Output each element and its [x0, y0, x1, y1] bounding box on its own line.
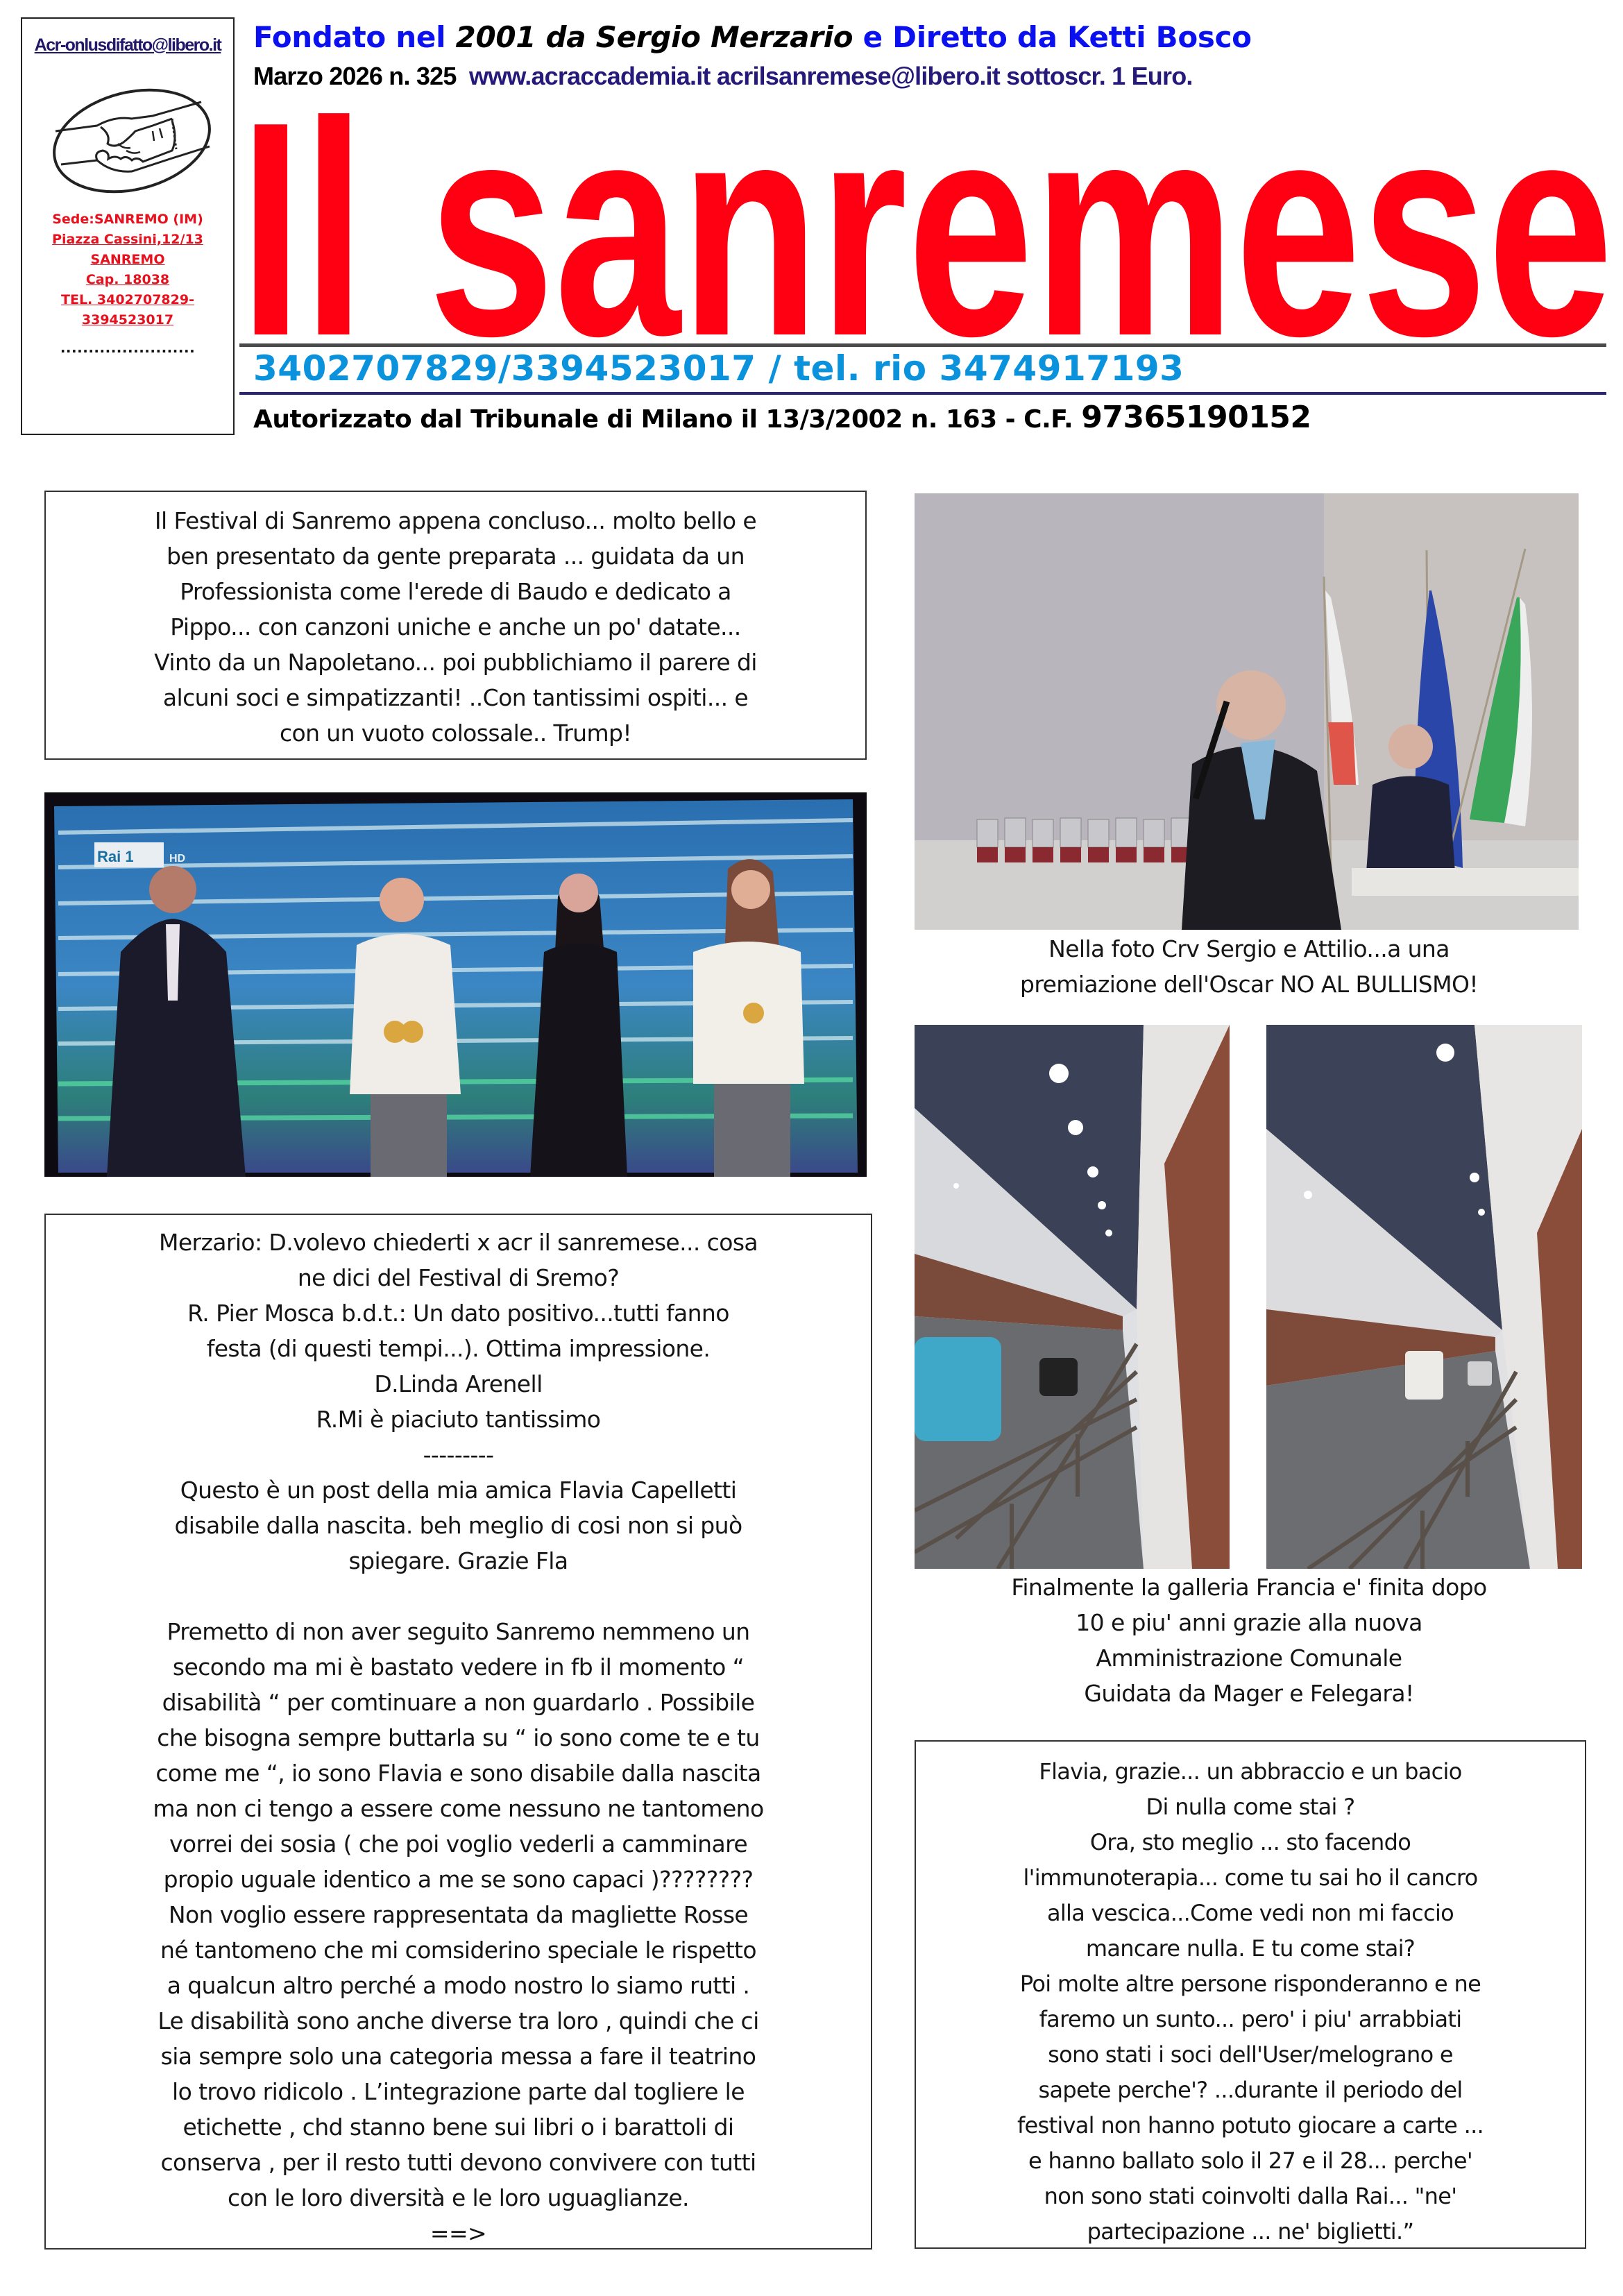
interview-line: ne dici del Festival di Sremo?	[297, 1264, 620, 1291]
caption-line: premiazione dell'Oscar NO AL BULLISMO!	[1020, 971, 1478, 998]
flavia-line: sapete perche'? ...durante il periodo del	[1038, 2077, 1463, 2103]
interview-line: disabile dalla nascita. beh meglio di cosi non si può	[174, 1512, 742, 1539]
header-rule-top	[239, 343, 1606, 347]
sidebar-address	[22, 210, 233, 330]
flavia-line: mancare nulla. E tu come stai?	[1085, 1935, 1416, 1962]
flavia-text	[921, 1754, 1579, 2250]
sidebar-dotted-separator: ........................	[60, 339, 196, 356]
flavia-line: alla vescica...Come vedi non mi faccio	[1046, 1900, 1454, 1926]
interview-line: Non voglio essere rappresentata da magliette Rosse	[168, 1901, 749, 1928]
interview-line: Le disabilità sono anche diverse tra loro , quindi che ci	[158, 2007, 759, 2034]
interview-text	[51, 1225, 865, 2251]
caption-line: Nella foto Crv Sergio e Attilio...a una	[1048, 935, 1450, 962]
intro-line: Pippo... con canzoni uniche e anche un po' datate...	[170, 613, 741, 640]
flavia-line: e hanno ballato solo il 27 e il 28... perche'	[1028, 2148, 1472, 2174]
interview-line: R.Mi è piaciuto tantissimo	[316, 1406, 601, 1433]
sidebar-email-link[interactable]: Acr-onlusdifatto@libero.it	[34, 35, 221, 55]
authorization-line	[253, 400, 1613, 438]
flavia-line: sono stati i soci dell'User/melograno e	[1048, 2041, 1453, 2068]
interview-article-box	[44, 1214, 872, 2250]
interview-line: come me “, io sono Flavia e sono disabile dalla nascita	[155, 1760, 761, 1787]
authorization-text: Autorizzato dal Tribunale di Milano il 13/3/2002 n. 163 - C.F.	[253, 405, 1082, 434]
address-phone[interactable]: TEL. 3402707829-	[61, 292, 194, 307]
channel-logo: Rai 1	[97, 848, 134, 865]
intro-line: con un vuoto colossale.. Trump!	[279, 720, 632, 747]
interview-line: con le loro diversità e le loro uguaglianze.	[228, 2184, 689, 2211]
interview-line: spiegare. Grazie Fla	[348, 1547, 568, 1574]
flavia-line: Poi molte altre persone risponderanno e ne	[1019, 1971, 1481, 1997]
flavia-line: faremo un sunto... pero' i piu' arrabbiati	[1039, 2006, 1462, 2032]
tunnel-scene-left	[915, 1025, 1230, 1569]
interview-line: secondo ma mi è bastato vedere in fb il momento “	[172, 1653, 745, 1681]
caption-line: Guidata da Mager e Felegara!	[1084, 1680, 1414, 1707]
interview-line: R. Pier Mosca b.d.t.: Un dato positivo...tutti fanno	[187, 1300, 729, 1327]
issue-links[interactable]: www.acraccademia.it acrilsanremese@libero.it sottoscr. 1 Euro.	[468, 62, 1193, 90]
tunnel-photo-caption	[902, 1570, 1596, 1711]
flavia-article-box	[915, 1740, 1586, 2249]
interview-line: né tantomeno che mi comsiderino speciale le rispetto	[160, 1937, 756, 1964]
founded-prefix: Fondato nel	[253, 20, 456, 54]
interview-line: vorrei dei sosia ( che poi voglio vederli a camminare	[169, 1830, 748, 1857]
continue-arrow[interactable]: ==>	[430, 2220, 487, 2247]
phone-numbers[interactable]: 3402707829/3394523017 / tel. rio 3474917193	[253, 348, 1184, 389]
caption-line: Amministrazione Comunale	[1096, 1644, 1402, 1672]
event-scene	[915, 493, 1579, 930]
interview-line: sia sempre solo una categoria messa a fare il teatrino	[160, 2043, 756, 2070]
interview-line: disabilità “ per comtinuare a non guardarlo . Possibile	[162, 1689, 755, 1716]
address-seat: Sede:SANREMO (IM)	[52, 212, 203, 227]
masthead-title-text: Il sanremese	[239, 97, 1613, 340]
interview-line: festa (di questi tempi...). Ottima impressione.	[206, 1335, 711, 1362]
flavia-line: festival non hanno potuto giocare a carte ...	[1017, 2112, 1484, 2138]
address-city[interactable]: SANREMO	[90, 252, 165, 267]
tunnel-photo-left	[915, 1025, 1230, 1569]
header-rule-bottom	[239, 392, 1606, 395]
intro-line: Vinto da un Napoletano... poi pubblichiamo il parere di	[154, 649, 757, 676]
interview-separator: ---------	[423, 1441, 494, 1468]
interview-line: propio uguale identico a me se sono capaci )????????	[163, 1866, 754, 1893]
flavia-line: partecipazione ... ne' biglietti.”	[1087, 2218, 1414, 2245]
address-postcode[interactable]: Cap. 18038	[85, 272, 170, 287]
award-ceremony-photo	[915, 493, 1579, 930]
handshake-logo-icon	[49, 83, 215, 199]
interview-line: Merzario: D.volevo chiederti x acr il sanremese... cosa	[158, 1229, 758, 1256]
intro-text	[51, 503, 860, 751]
channel-hd: HD	[169, 853, 186, 865]
interview-line: a qualcun altro perché a modo nostro lo siamo rutti .	[167, 1972, 750, 1999]
tunnel-scene-right	[1266, 1025, 1582, 1569]
fiscal-code: 97365190152	[1081, 400, 1311, 435]
tv-scene	[44, 792, 867, 1177]
masthead-title	[239, 97, 1617, 340]
interview-line: D.Linda Arenell	[374, 1370, 543, 1397]
caption-line: 10 e piu' anni grazie alla nuova	[1076, 1609, 1422, 1636]
intro-line: alcuni soci e simpatizzanti! ..Con tantissimi ospiti... e	[162, 684, 749, 711]
interview-line: Questo è un post della mia amica Flavia Capelletti	[180, 1477, 737, 1504]
flavia-line: Di nulla come stai ?	[1146, 1794, 1355, 1820]
tunnel-photo-right	[1266, 1025, 1582, 1569]
sidebar-info-box	[21, 17, 235, 435]
tv-broadcast-photo	[44, 792, 867, 1177]
interview-line: etichette , chd stanno bene sui libri o i barattoli di	[182, 2114, 734, 2141]
intro-article-box	[44, 491, 867, 760]
founded-founder: 2001 da Sergio Merzario	[455, 20, 853, 54]
event-photo-caption	[902, 931, 1596, 1002]
interview-line: lo trovo ridicolo . L’integrazione parte dal togliere le	[172, 2078, 745, 2105]
flavia-line: Ora, sto meglio ... sto facendo	[1089, 1829, 1411, 1855]
address-phone-2[interactable]: 3394523017	[81, 312, 174, 328]
flavia-line: Flavia, grazie... un abbraccio e un bacio	[1039, 1758, 1462, 1785]
interview-line: che bisogna sempre buttarla su “ io sono come te e tu	[157, 1724, 760, 1751]
issue-line	[253, 61, 1613, 92]
interview-blank-line	[51, 1579, 865, 1614]
intro-line: Professionista come l'erede di Baudo e dedicato a	[180, 578, 731, 605]
founded-director: e Diretto da Ketti Bosco	[853, 20, 1252, 54]
flavia-line: non sono stati coinvolti dalla Rai... "ne'	[1044, 2183, 1457, 2209]
issue-number: Marzo 2026 n. 325	[253, 62, 457, 90]
flavia-line: l'immunoterapia... come tu sai ho il cancro	[1023, 1864, 1478, 1891]
interview-line: Premetto di non aver seguito Sanremo nemmeno un	[167, 1618, 750, 1645]
caption-line: Finalmente la galleria Francia e' finita dopo	[1011, 1574, 1487, 1601]
intro-line: ben presentato da gente preparata ... guidata da un	[167, 543, 745, 570]
founded-line	[253, 19, 1613, 56]
intro-line: Il Festival di Sanremo appena concluso... molto bello e	[154, 507, 757, 534]
address-street[interactable]: Piazza Cassini,12/13	[52, 232, 203, 247]
interview-line: ma non ci tengo a essere come nessuno ne tantomeno	[153, 1795, 764, 1822]
interview-line: conserva , per il resto tutti devono convivere con tutti	[160, 2149, 756, 2176]
